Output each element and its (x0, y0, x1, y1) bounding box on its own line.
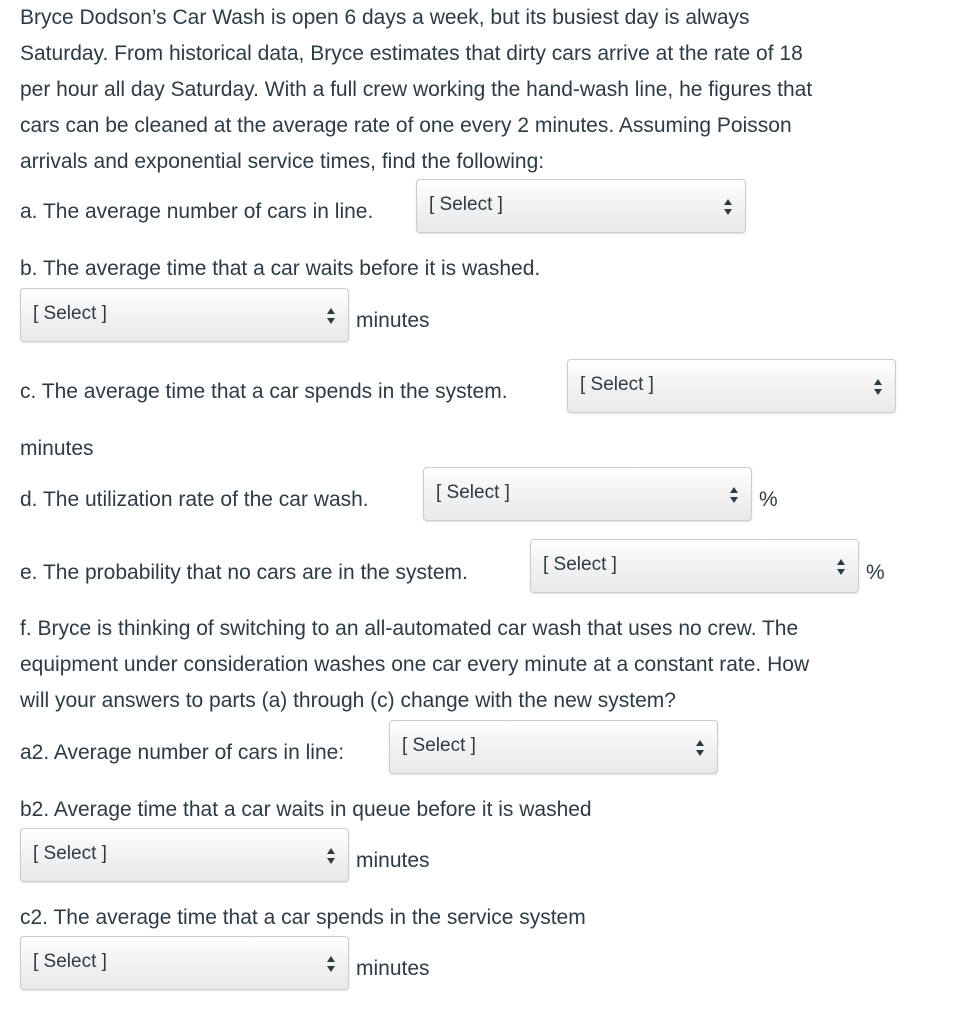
up-down-arrows-icon (695, 739, 705, 757)
answer-b2-select[interactable] (20, 828, 349, 882)
question-c-label: c. The average time that a car spends in the system. (20, 380, 508, 403)
part-f-line: f. Bryce is thinking of switching to an all-automated car wash that uses no crew. The (20, 617, 799, 640)
answer-d-select[interactable] (423, 467, 752, 521)
part-f-line: will your answers to parts (a) through (c) change with the new system? (20, 689, 676, 712)
up-down-arrows-icon (326, 847, 336, 865)
select-value: [ Select ] (33, 843, 107, 864)
up-down-arrows-icon (836, 558, 846, 576)
intro-paragraph (20, 0, 940, 180)
up-down-arrows-icon (326, 955, 336, 973)
question-c2-label: c2. The average time that a car spends in the service system (20, 906, 586, 929)
intro-line: arrivals and exponential service times, find the following: (20, 150, 545, 173)
answer-e-select[interactable] (530, 539, 859, 593)
answer-c2-select[interactable] (20, 936, 349, 990)
intro-line: cars can be cleaned at the average rate of one every 2 minutes. Assuming Poisson (20, 114, 792, 137)
part-f-paragraph (20, 611, 940, 719)
unit-percent: % (759, 488, 778, 511)
part-f-line: equipment under consideration washes one car every minute at a constant rate. How (20, 653, 810, 676)
select-value: [ Select ] (33, 951, 107, 972)
answer-c-select[interactable] (567, 359, 896, 413)
question-e-label: e. The probability that no cars are in the system. (20, 561, 468, 584)
up-down-arrows-icon (326, 307, 336, 325)
intro-line: per hour all day Saturday. With a full crew working the hand-wash line, he figures that (20, 78, 813, 101)
question-b-label: b. The average time that a car waits before it is washed. (20, 257, 541, 280)
unit-minutes: minutes (20, 437, 94, 460)
intro-line: Bryce Dodson’s Car Wash is open 6 days a week, but its busiest day is always (20, 6, 750, 29)
select-value: [ Select ] (402, 735, 476, 756)
select-value: [ Select ] (33, 303, 107, 324)
answer-a2-select[interactable] (389, 720, 718, 774)
question-d-label: d. The utilization rate of the car wash. (20, 488, 369, 511)
answer-a-select[interactable] (416, 179, 746, 233)
up-down-arrows-icon (729, 486, 739, 504)
select-value: [ Select ] (543, 554, 617, 575)
question-b2-label: b2. Average time that a car waits in queue before it is washed (20, 798, 592, 821)
up-down-arrows-icon (723, 198, 733, 216)
question-a-label: a. The average number of cars in line. (20, 200, 374, 223)
question-a2-label: a2. Average number of cars in line: (20, 741, 345, 764)
select-value: [ Select ] (580, 374, 654, 395)
unit-percent: % (866, 561, 885, 584)
select-value: [ Select ] (436, 482, 510, 503)
select-value: [ Select ] (429, 194, 503, 215)
answer-b-select[interactable] (20, 288, 349, 342)
unit-minutes: minutes (356, 849, 430, 872)
intro-line: Saturday. From historical data, Bryce estimates that dirty cars arrive at the rate of 18 (20, 42, 803, 65)
up-down-arrows-icon (873, 378, 883, 396)
unit-minutes: minutes (356, 957, 430, 980)
unit-minutes: minutes (356, 309, 430, 332)
